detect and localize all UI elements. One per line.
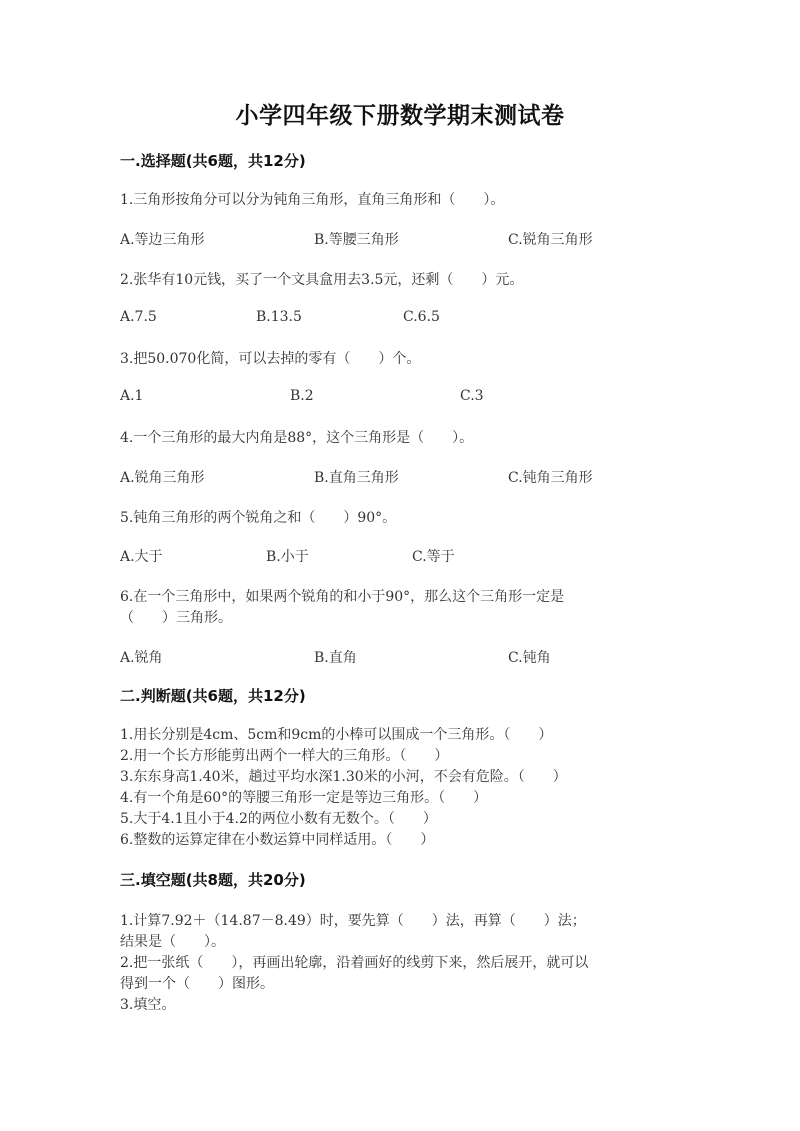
section-heading-judgment: 二.判断题(共6题，共12分) [120,687,306,705]
option-a: A.大于 [120,549,163,565]
option-a: A.锐角三角形 [120,470,205,486]
option-b: B.2 [290,388,314,404]
option-c: C.等于 [412,549,455,565]
option-c: C.3 [460,388,484,404]
fill-line: 3.填空。 [120,997,176,1013]
fill-line: 1.计算7.92＋（14.87－8.49）时，要先算（ ）法，再算（ ）法； [120,913,586,929]
judgment-item: 2.用一个长方形能剪出两个一样大的三角形。（ ） [120,748,449,764]
option-c: C.6.5 [403,309,440,325]
judgment-item: 5.大于4.1且小于4.2的两位小数有无数个。（ ） [120,811,437,827]
judgment-item: 1.用长分别是4cm、5cm和9cm的小棒可以围成一个三角形。（ ） [120,727,553,743]
fill-line: 得到一个（ ）图形。 [120,976,274,992]
option-c: C.钝角 [508,650,551,666]
option-b: B.等腰三角形 [314,232,399,248]
question-text: 1.三角形按角分可以分为钝角三角形，直角三角形和（ ）。 [120,192,505,208]
page-title: 小学四年级下册数学期末测试卷 [235,103,565,129]
question-text: 6.在一个三角形中，如果两个锐角的和小于90°，那么这个三角形一定是 [120,589,565,605]
judgment-item: 3.东东身高1.40米，趟过平均水深1.30米的小河，不会有危险。（ ） [120,769,567,785]
option-a: A.等边三角形 [120,232,205,248]
section-heading-choice: 一.选择题(共6题，共12分) [120,152,306,170]
option-b: B.小于 [266,549,309,565]
fill-line: 结果是（ ）。 [120,934,225,950]
option-a: A.1 [120,388,144,404]
option-a: A.7.5 [120,309,157,325]
judgment-item: 4.有一个角是60°的等腰三角形一定是等边三角形。（ ） [120,790,488,806]
option-b: B.13.5 [256,309,302,325]
question-text-cont: （ ）三角形。 [120,610,232,626]
question-text: 2.张华有10元钱，买了一个文具盒用去3.5元，还剩（ ）元。 [120,272,524,288]
option-c: C.锐角三角形 [508,232,593,248]
judgment-item: 6.整数的运算定律在小数运算中同样适用。（ ） [120,832,435,848]
fill-line: 2.把一张纸（ ），再画出轮廓，沿着画好的线剪下来，然后展开，就可以 [120,955,589,971]
option-b: B.直角 [314,650,357,666]
question-text: 5.钝角三角形的两个锐角之和（ ）90°。 [120,510,397,526]
option-c: C.钝角三角形 [508,470,593,486]
question-text: 4.一个三角形的最大内角是88°，这个三角形是（ ）。 [120,430,474,446]
option-b: B.直角三角形 [314,470,399,486]
section-heading-fill: 三.填空题(共8题，共20分) [120,871,306,889]
option-a: A.锐角 [120,650,163,666]
question-text: 3.把50.070化简，可以去掉的零有（ ）个。 [120,351,421,367]
